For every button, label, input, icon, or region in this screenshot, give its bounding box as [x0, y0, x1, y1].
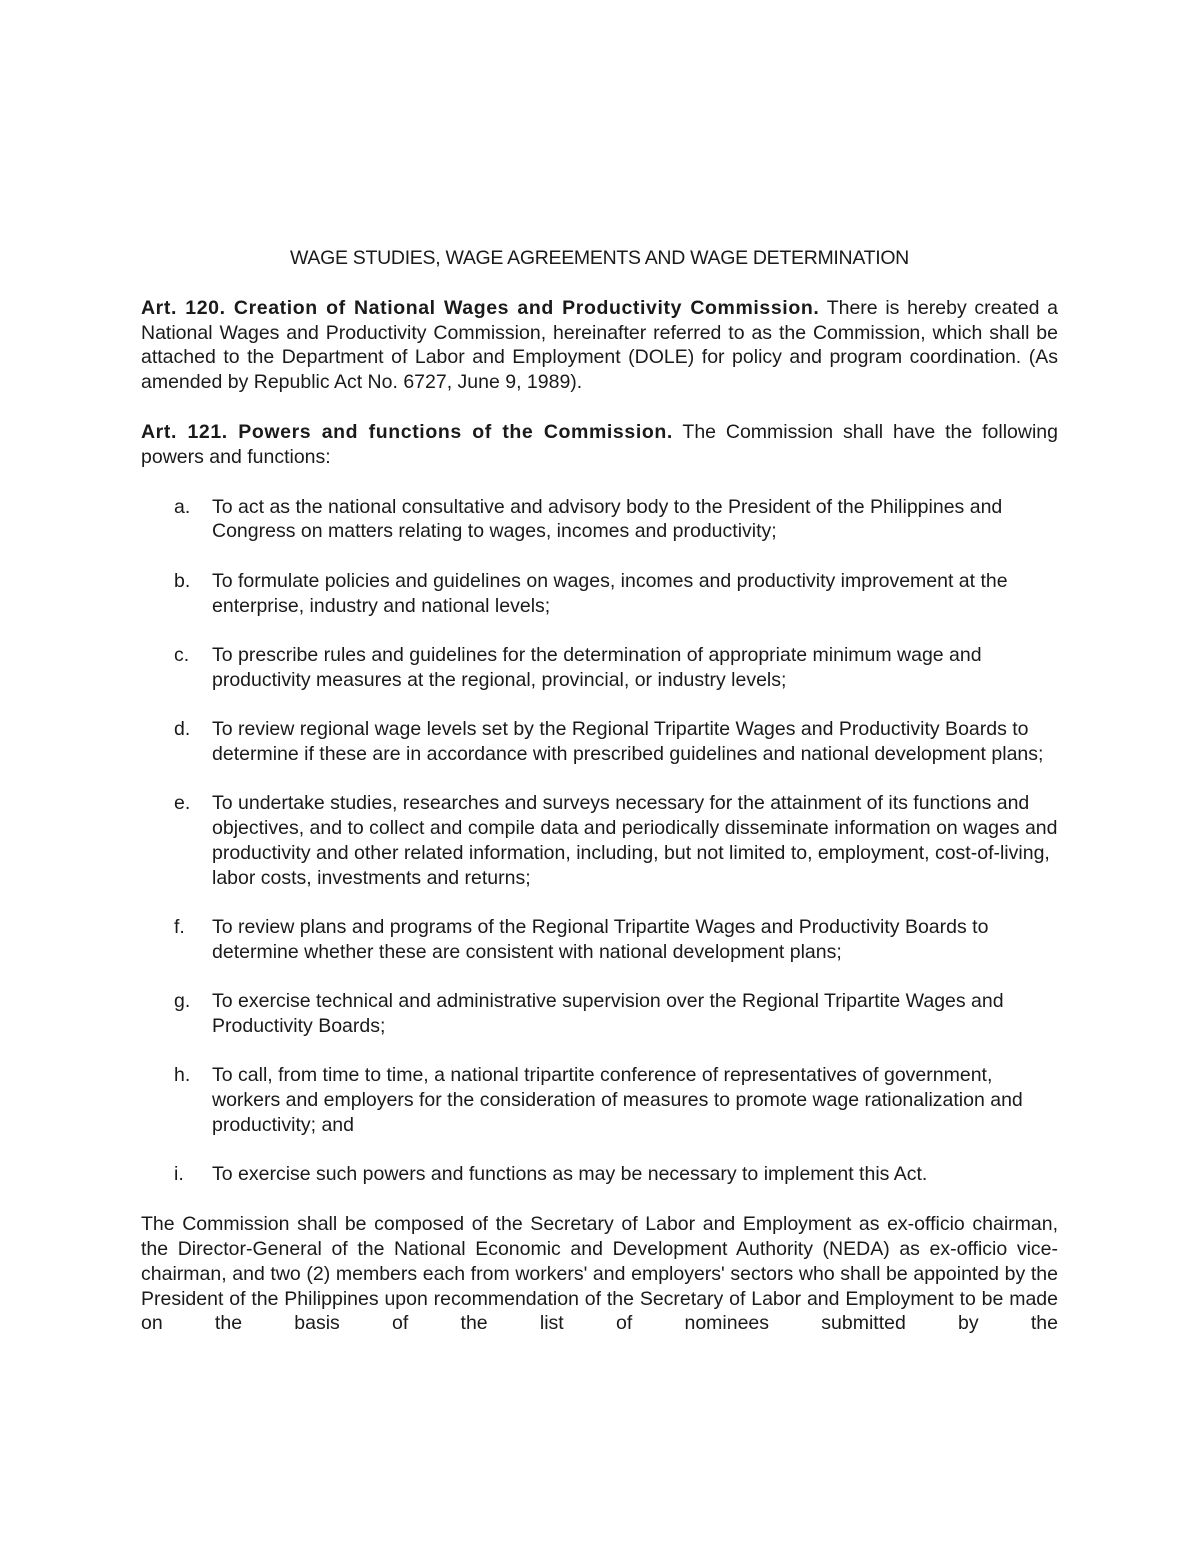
list-item-text: To act as the national consultative and advisory body to the President of the Philippines and Congress on matters relating to wages, incomes and productivity;	[212, 495, 1003, 543]
list-item	[141, 989, 1058, 1039]
list-item	[141, 495, 1058, 545]
list-item-letter: h.	[174, 1064, 191, 1087]
functions-list	[141, 495, 1058, 1188]
list-item	[141, 791, 1058, 890]
document-page	[141, 246, 1058, 1336]
list-item-text: To review plans and programs of the Regional Tripartite Wages and Productivity Boards to determine whether these are consistent with national development plans;	[212, 916, 989, 963]
list-item	[141, 1162, 1058, 1187]
document-title: WAGE STUDIES, WAGE AGREEMENTS AND WAGE DETERMINATION	[290, 247, 909, 269]
article-120-body: There is hereby created a National Wages and Productivity Commission, hereinafter referred to as the Commission, which shall be attached to the Department of Labor and Employment (DOLE) for policy and program coordination. (As amended by Republic Act No. 6727, June 9, 1989).	[141, 296, 1058, 394]
list-item-text: To review regional wage levels set by the Regional Tripartite Wages and Productivity Boards to determine if these are in accordance with prescribed guidelines and national development plans;	[212, 718, 1044, 765]
list-item-text: To call, from time to time, a national tripartite conference of representatives of government, workers and employers for the consideration of measures to promote wage rationalization and productivity; and	[212, 1064, 1023, 1137]
list-item	[141, 915, 1058, 965]
list-item-letter: a.	[174, 495, 191, 518]
article-121	[141, 420, 1058, 470]
article-121-body: The Commission shall have the following powers and functions:	[141, 420, 1058, 468]
article-120-heading: Art. 120. Creation of National Wages and Productivity Commission.	[141, 296, 820, 319]
list-item-text: To formulate policies and guidelines on wages, incomes and productivity improvement at the enterprise, industry and national levels;	[212, 569, 1008, 617]
list-item-text: To exercise such powers and functions as may be necessary to implement this Act.	[212, 1163, 928, 1186]
list-item-letter: f.	[174, 916, 185, 939]
list-item	[141, 643, 1058, 693]
article-121-heading: Art. 121. Powers and functions of the Commission.	[141, 420, 673, 443]
list-item-text: To undertake studies, researches and surveys necessary for the attainment of its functions and objectives, and to collect and compile data and periodically disseminate information on wages and productivity and other related information, including, but not limited to, employment, cost-of-living, labor costs, investments and returns;	[212, 792, 1058, 889]
list-item-letter: i.	[174, 1163, 184, 1186]
list-item-letter: e.	[174, 792, 191, 815]
article-120	[141, 296, 1058, 395]
list-item-text: To prescribe rules and guidelines for the determination of appropriate minimum wage and productivity measures at the regional, provincial, or industry levels;	[212, 643, 982, 691]
list-item	[141, 717, 1058, 767]
list-item-text: To exercise technical and administrative supervision over the Regional Tripartite Wages and Productivity Boards;	[212, 990, 1004, 1038]
list-item-letter: g.	[174, 990, 191, 1013]
list-item	[141, 1063, 1058, 1137]
list-item	[141, 569, 1058, 619]
list-item-letter: c.	[174, 643, 190, 666]
commission-composition-paragraph: The Commission shall be composed of the Secretary of Labor and Employment as ex-officio chairman, the Director-General of the National Economic and Development Authority (NEDA) as ex-officio vice-chairman, and two (2) members each from workers' and employers' sectors who shall be appointed by the President of the Philippines upon recommendation of the Secretary of Labor and Employment to be made on the basis of the list of nominees submitted by the	[141, 1213, 1058, 1335]
list-item-letter: d.	[174, 718, 191, 741]
list-item-letter: b.	[174, 569, 191, 592]
